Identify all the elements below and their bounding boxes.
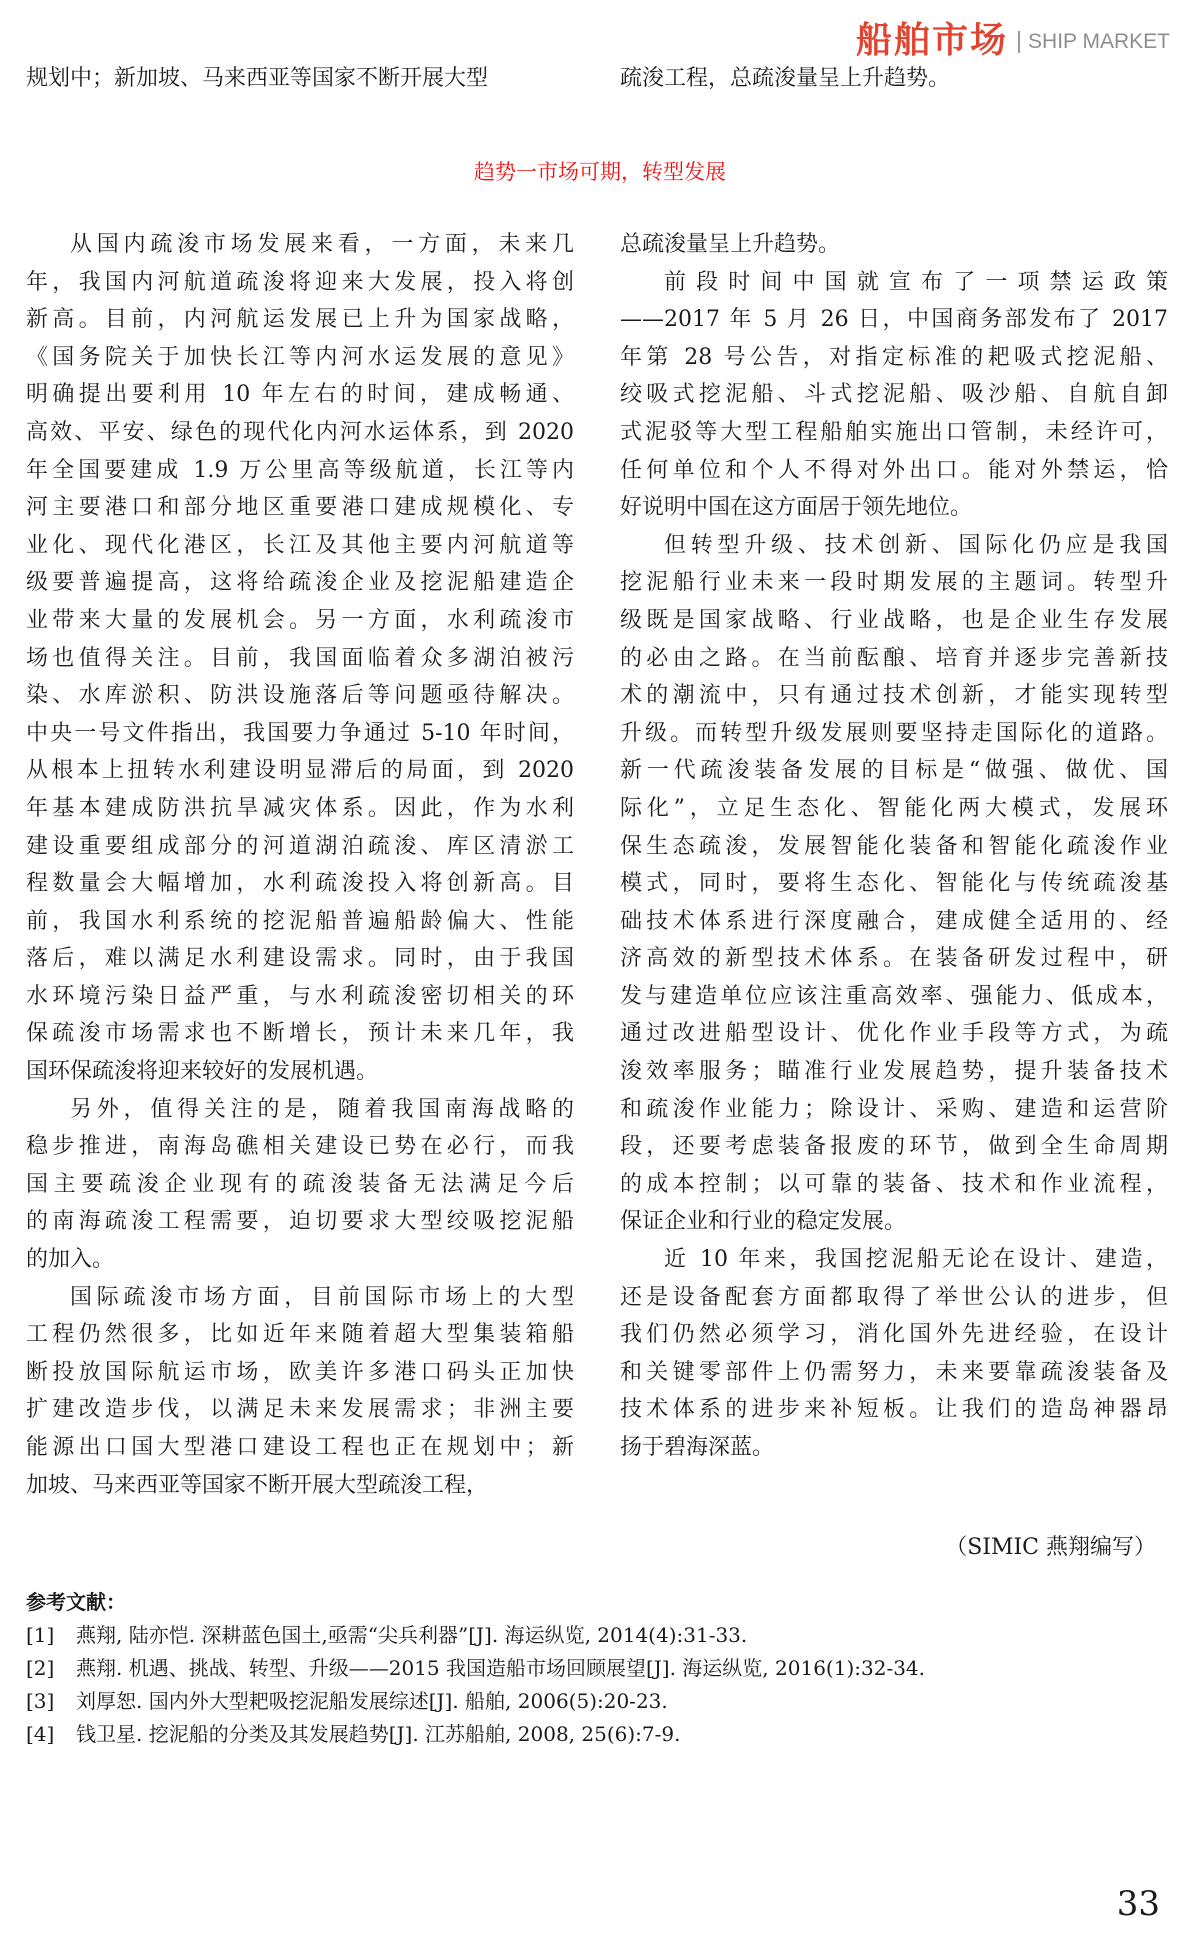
text-line: 水环境污染日益严重，与水利疏浚密切相关的环	[26, 983, 574, 1009]
text-line: 任何单位和个人不得对外出口。能对外禁运，恰	[620, 457, 1168, 483]
left-column	[26, 226, 574, 1504]
text-line: 升级。而转型升级发展则要坚持走国际化的道路。	[620, 720, 1168, 746]
text-line: 挖泥船行业未来一段时期发展的主题词。转型升	[620, 570, 1168, 596]
text-line: 和疏浚作业能力；除设计、采购、建造和运营阶	[620, 1096, 1168, 1122]
text-line: 的加入。	[26, 1247, 115, 1273]
text-line: 年全国要建成 1.9 万公里高等级航道，长江等内	[26, 457, 574, 483]
text-line: 《国务院关于加快长江等内河水运发展的意见》	[26, 344, 574, 370]
text-line: 级既是国家战略、行业战略，也是企业生存发展	[620, 607, 1168, 633]
text-line: 保疏浚市场需求也不断增长，预计未来几年，我	[26, 1021, 574, 1047]
reference-number: [4]	[26, 1722, 55, 1746]
top-line-left-block	[26, 60, 574, 98]
reference-item	[26, 1652, 1176, 1685]
text-line: 国主要疏浚企业现有的疏浚装备无法满足今后	[26, 1171, 574, 1197]
top-line-right: 疏浚工程，总疏浚量呈上升趋势。	[620, 66, 951, 91]
top-line-right-block	[620, 60, 1168, 98]
header-divider	[1018, 31, 1020, 53]
text-line: 业带来大量的发展机会。另一方面，水利疏浚市	[26, 607, 574, 633]
text-line: 扩建改造步伐，以满足未来发展需求；非洲主要	[26, 1397, 574, 1423]
reference-text: 刘厚恕. 国内外大型耙吸挖泥船发展综述[J]. 船舶, 2006(5):20-23.	[76, 1689, 668, 1713]
text-line: 新一代疏浚装备发展的目标是“做强、做优、国	[620, 758, 1168, 784]
reference-number: [1]	[26, 1623, 55, 1647]
section-name-en: SHIP MARKET	[1028, 29, 1170, 53]
text-line: 级要普遍提高，这将给疏浚企业及挖泥船建造企	[26, 570, 574, 596]
reference-item	[26, 1718, 1176, 1751]
text-line: 济高效的新型技术体系。在装备研发过程中，研	[620, 946, 1168, 972]
reference-text: 燕翔. 机遇、挑战、转型、升级——2015 我国造船市场回顾展望[J]. 海运纵览, 2016(1):32-34.	[76, 1656, 926, 1680]
text-line: 断投放国际航运市场，欧美许多港口码头正加快	[26, 1359, 574, 1385]
text-line: 从根本上扭转水利建设明显滞后的局面，到 2020	[26, 758, 574, 784]
text-line: 保生态疏浚，发展智能化装备和智能化疏浚作业	[620, 833, 1168, 859]
text-line: 年第 28 号公告，对指定标准的耙吸式挖泥船、	[620, 344, 1168, 370]
text-line: 近 10 年来，我国挖泥船无论在设计、建造，	[664, 1247, 1168, 1273]
text-line: 发与建造单位应该注重高效率、强能力、低成本，	[620, 983, 1168, 1009]
section-header	[856, 12, 1170, 63]
top-line-left: 规划中；新加坡、马来西亚等国家不断开展大型	[26, 66, 489, 91]
text-line: 中央一号文件指出，我国要力争通过 5-10 年时间，	[26, 720, 574, 746]
text-line: 通过改进船型设计、优化作业手段等方式，为疏	[620, 1021, 1168, 1047]
text-line: 程数量会大幅增加，水利疏浚投入将创新高。目	[26, 871, 574, 897]
reference-number: [3]	[26, 1689, 55, 1713]
references-title: 参考文献：	[26, 1590, 126, 1614]
text-line: 模式，同时，要将生态化、智能化与传统疏浚基	[620, 871, 1168, 897]
text-line: 业化、现代化港区，长江及其他主要内河航道等	[26, 532, 574, 558]
text-line: 年基本建成防洪抗旱减灾体系。因此，作为水利	[26, 795, 574, 821]
text-line: 高效、平安、绿色的现代化内河水运体系，到 2020	[26, 419, 574, 445]
text-line: 年，我国内河航道疏浚将迎来大发展，投入将创	[26, 269, 574, 295]
text-line: 但转型升级、技术创新、国际化仍应是我国	[664, 532, 1168, 558]
text-line: 前段时间中国就宣布了一项禁运政策	[664, 269, 1168, 295]
text-line: 础技术体系进行深度融合，建成健全适用的、经	[620, 908, 1168, 934]
text-line: 还是设备配套方面都取得了举世公认的进步，但	[620, 1284, 1168, 1310]
text-line: 场也值得关注。目前，我国面临着众多湖泊被污	[26, 645, 574, 671]
text-line: 和关键零部件上仍需努力，未来要靠疏浚装备及	[620, 1359, 1168, 1385]
section-name-cn: 船舶市场	[856, 20, 1009, 61]
reference-text: 燕翔, 陆亦恺. 深耕蓝色国土,亟需“尖兵利器”[J]. 海运纵览, 2014(4):31-33.	[76, 1623, 748, 1647]
text-line: 能源出口国大型港口建设工程也正在规划中；新	[26, 1435, 574, 1460]
text-line: 段，还要考虑装备报废的环节，做到全生命周期	[620, 1134, 1168, 1160]
text-line: 浚效率服务；瞄准行业发展趋势，提升装备技术	[620, 1059, 1168, 1085]
text-line: 明确提出要利用 10 年左右的时间，建成畅通、	[26, 382, 574, 408]
section-heading: 趋势一市场可期，转型发展	[474, 160, 726, 184]
text-line: 另外，值得关注的是，随着我国南海战略的	[70, 1096, 574, 1122]
text-line: 从国内疏浚市场发展来看，一方面，未来几	[70, 232, 574, 257]
text-line: 的成本控制；以可靠的装备、技术和作业流程，	[620, 1171, 1168, 1197]
text-line: 好说明中国在这方面居于领先地位。	[620, 495, 973, 521]
author-byline: （SIMIC 燕翔编写）	[945, 1535, 1156, 1560]
text-line: 建设重要组成部分的河道湖泊疏浚、库区清淤工	[26, 833, 574, 859]
text-line: 国环保疏浚将迎来较好的发展机遇。	[26, 1059, 379, 1085]
text-line: 落后，难以满足水利建设需求。同时，由于我国	[26, 946, 574, 972]
text-line: 国际疏浚市场方面，目前国际市场上的大型	[70, 1284, 574, 1310]
text-line: 我们仍然必须学习，消化国外先进经验，在设计	[620, 1322, 1168, 1348]
text-line: 河主要港口和部分地区重要港口建成规模化、专	[26, 495, 574, 521]
text-line: 总疏浚量呈上升趋势。	[620, 232, 841, 257]
page-number: 33	[1116, 1884, 1160, 1924]
text-line: 扬于碧海深蓝。	[620, 1435, 775, 1460]
text-line: 稳步推进，南海岛礁相关建设已势在必行，而我	[26, 1134, 574, 1160]
text-line: 工程仍然很多，比如近年来随着超大型集装箱船	[26, 1322, 574, 1348]
text-line: 染、水库淤积、防洪设施落后等问题亟待解决。	[26, 683, 574, 709]
text-line: 新高。目前，内河航运发展已上升为国家战略，	[26, 307, 574, 333]
text-line: 技术体系的进步来补短板。让我们的造岛神器昂	[620, 1397, 1168, 1423]
reference-item	[26, 1619, 1176, 1652]
text-line: 际化”，立足生态化、智能化两大模式，发展环	[620, 795, 1168, 821]
references	[26, 1586, 1176, 1751]
text-line: 术的潮流中，只有通过技术创新，才能实现转型	[620, 683, 1168, 709]
text-line: 加坡、马来西亚等国家不断开展大型疏浚工程，	[26, 1472, 489, 1498]
reference-number: [2]	[26, 1656, 55, 1680]
reference-text: 钱卫星. 挖泥船的分类及其发展趋势[J]. 江苏船舶, 2008, 25(6):7-9.	[76, 1722, 681, 1746]
text-line: ——2017 年 5 月 26 日，中国商务部发布了 2017	[620, 307, 1168, 333]
text-line: 前，我国水利系统的挖泥船普遍船龄偏大、性能	[26, 908, 574, 934]
text-line: 的南海疏浚工程需要，迫切要求大型绞吸挖泥船	[26, 1209, 574, 1235]
right-column	[620, 226, 1168, 1467]
reference-item	[26, 1685, 1176, 1718]
text-line: 式泥驳等大型工程船舶实施出口管制，未经许可，	[620, 419, 1168, 445]
text-line: 保证企业和行业的稳定发展。	[620, 1209, 907, 1235]
text-line: 的必由之路。在当前酝酿、培育并逐步完善新技	[620, 645, 1168, 671]
text-line: 绞吸式挖泥船、斗式挖泥船、吸沙船、自航自卸	[620, 382, 1168, 408]
